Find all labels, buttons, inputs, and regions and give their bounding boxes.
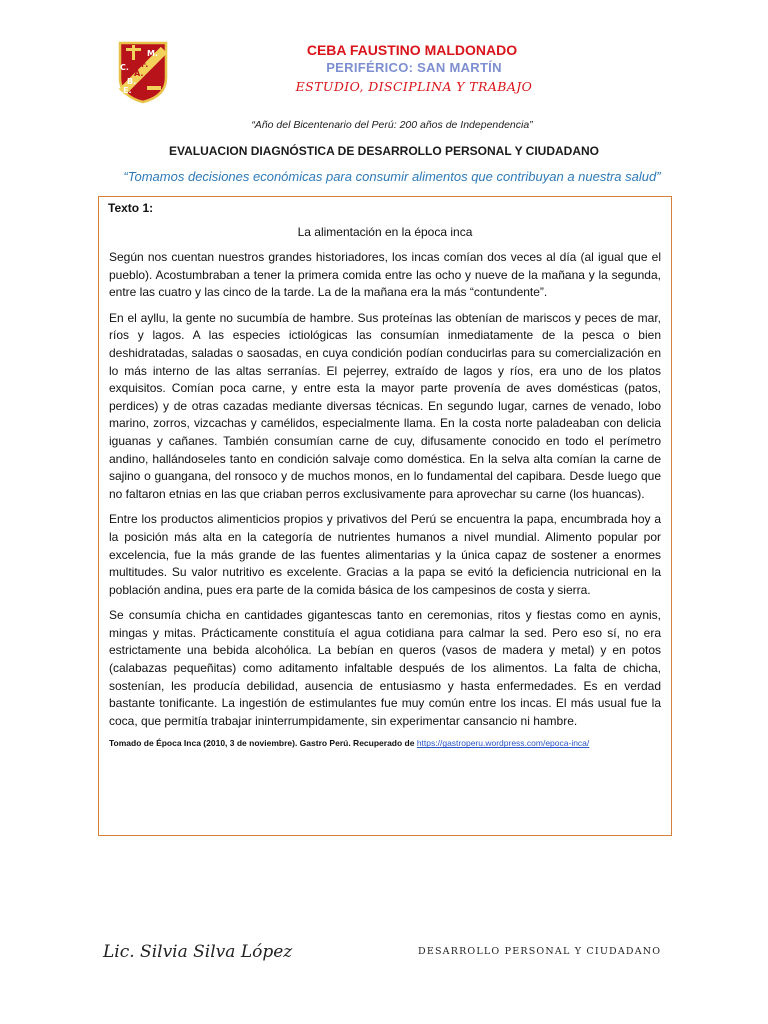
svg-text:C.: C. bbox=[120, 63, 129, 72]
paragraph-4: Se consumía chicha en cantidades gigantescas tanto en ceremonias, ritos y fiestas como en aynis, mingas y mitas. Prácticamente constituía el agua cotidiana para calmar la sed. Pero eso sí, no era estrictamente una bebida alcohólica. La bebían en queros (vasos de madera y metal) y en potos (calabazas pequeñitas) como aditamento infaltable después de los alimentos. La falta de chicha, sostenían, les producía debilidad, ausencia de entusiasmo y hasta enfermedades. Es en verdad bastante tonificante. La ingestión de estimulantes fue muy común entre los incas. El más usual fue la coca, que permitía trabajar ininterrumpidamente, sin experimentar cansancio ni hambre. bbox=[109, 608, 661, 728]
svg-text:A.: A. bbox=[134, 69, 144, 78]
svg-text:F.: F. bbox=[141, 60, 149, 69]
svg-text:E.: E. bbox=[123, 86, 132, 95]
paragraph-3: Entre los productos alimenticios propios y privativos del Perú se encuentra la papa, encumbrada hoy a la posición más alta en la categoría de nutrientes humanos a nivel mundial. Alimento popular por excelencia, fue la más grande de las fuentes alimentarias y la única capaz de sostener a enormes multitudes. Su valor nutritivo es excelente. Gracias a la papa se evitó la deficiencia nutricional en la población andina, pues era parte de la comida básica de los campesinos de costa y sierra. bbox=[109, 512, 661, 597]
school-name: CEBA FAUSTINO MALDONADO bbox=[306, 42, 518, 58]
paragraph-1: Según nos cuentan nuestros grandes historiadores, los incas comían dos veces al día (al igual que el pueblo). Acostumbraban a tener la primera comida entre las ocho y nueve de la mañana y la segunda, entre las cuatro y las cinco de la tarde. La de la mañana era la más “contundente”. bbox=[109, 250, 661, 300]
reading-text-box bbox=[98, 196, 672, 836]
teacher-signature: Lic. Silvia Silva López bbox=[103, 942, 293, 962]
evaluation-theme: “Tomamos decisiones económicas para consumir alimentos que contribuyan a nuestra salud” bbox=[123, 169, 661, 184]
reading-title: La alimentación en la época inca bbox=[297, 225, 473, 239]
reading-body bbox=[109, 249, 661, 748]
svg-text:M.: M. bbox=[147, 49, 158, 58]
text-label: Texto 1: bbox=[108, 201, 154, 215]
citation-link[interactable]: https://gastroperu.wordpress.com/epoca-inca/ bbox=[416, 738, 590, 749]
citation bbox=[109, 738, 661, 748]
school-branch: PERIFÉRICO: SAN MARTÍN bbox=[326, 60, 502, 75]
evaluation-title: EVALUACION DIAGNÓSTICA DE DESARROLLO PERSONAL Y CIUDADANO bbox=[168, 144, 600, 158]
citation-text: Tomado de Época Inca (2010, 3 de noviembre). Gastro Perú. Recuperado de bbox=[109, 738, 417, 749]
paragraph-2: En el ayllu, la gente no sucumbía de hambre. Sus proteínas las obtenían de mariscos y peces de mar, ríos y lagos. A las especies ictiológicas las consumían inmediatamente de la pesca o bien deshidratadas, saladas o saosadas, en cuya condición podían conducirlas para su comercialización en lo más interno de las altas serranías. El pejerrey, extraído de lagos y ríos, era uno de los platos exquisitos. Comían poca carne, y entre esta la mayor parte provenía de aves domésticas (patos, perdices) y de otras cazadas mediante diversas técnicas. En segundo lugar, carnes de venado, lobo marino, zorros, vizcachas y camélidos, especialmente llama. En la costa norte paladeaban con delicia iguanas y cañanes. También consumían carne de cuy, difusamente conocido en todo el perímetro andino, hallándoseles tanto en condición salvaje como doméstica. En la selva alta comían la carne de sajino o guangana, del ronsoco y de muchos monos, en lo fundamental del capibara. Desde luego que no faltaron etnias en las que criaban perros exclusivamente para aprovechar su carne (los huancas). bbox=[109, 310, 661, 501]
footer-course: DESARROLLO PERSONAL Y CIUDADANO bbox=[418, 946, 662, 957]
year-phrase: “Año del Bicentenario del Perú: 200 años de Independencia” bbox=[251, 119, 533, 131]
school-motto: ESTUDIO, DISCIPLINA Y TRABAJO bbox=[295, 79, 533, 94]
svg-text:B.: B. bbox=[127, 77, 137, 86]
